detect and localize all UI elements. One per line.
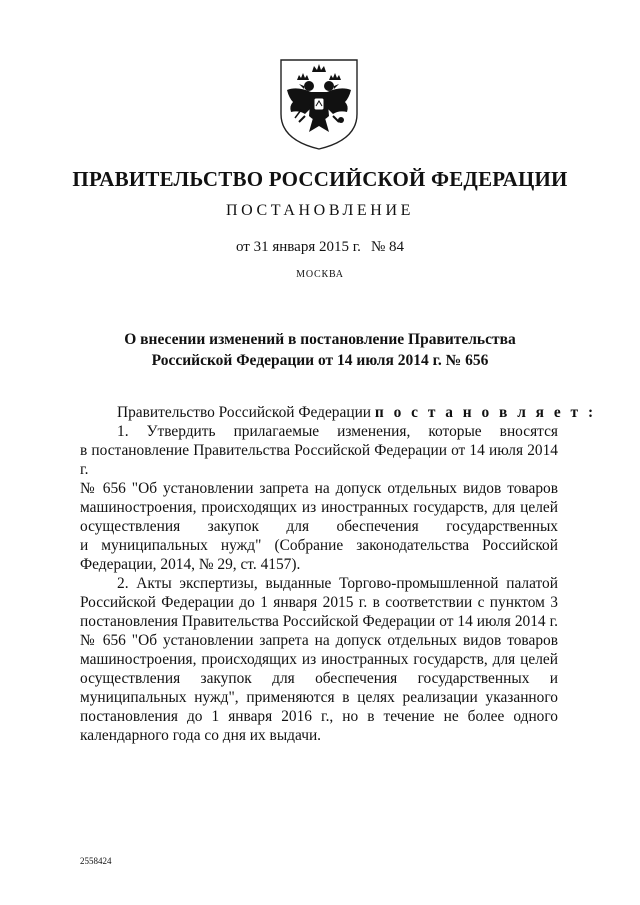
preamble-lead: Правительство Российской Федерации [117, 404, 375, 421]
paragraph-1-line: машиностроения, происходящих из иностранных государств, для целей [80, 499, 558, 516]
document-type: ПОСТАНОВЛЕНИЕ [226, 202, 414, 219]
paragraph-1-line: осуществления закупок для обеспечения государственных [80, 518, 558, 535]
subject-line: Российской Федерации от 14 июля 2014 г. № 656 [151, 352, 489, 369]
document-code: 2558424 [80, 856, 112, 866]
document-subject [80, 329, 560, 371]
paragraph-2-line: 2. Акты экспертизы, выданные Торгово-промышленной палатой [117, 575, 558, 592]
subject-line: О внесении изменений в постановление Правительства [124, 331, 516, 348]
paragraph-2-line: № 656 "Об установлении запрета на допуск отдельных видов товаров [80, 632, 558, 649]
paragraph-1-line: и муниципальных нужд" (Собрание законодательства Российской [80, 537, 558, 554]
government-title: ПРАВИТЕЛЬСТВО РОССИЙСКОЙ ФЕДЕРАЦИИ [72, 167, 568, 191]
paragraph-2-line: постановления до 1 января 2016 г., но в течение не более одного [80, 708, 558, 725]
document-date-line [0, 239, 640, 256]
paragraph-1-line: в постановление Правительства Российской Федерации от 14 июля 2014 г. [80, 442, 558, 478]
document-city: МОСКВА [296, 269, 344, 280]
document-date: от 31 января 2015 г. [236, 239, 361, 255]
document-number: № 84 [370, 239, 404, 255]
russian-coat-of-arms-icon [275, 56, 363, 152]
paragraph-1-line: 1. Утвердить прилагаемые изменения, которые вносятся [117, 423, 558, 440]
paragraph-2-line: Российской Федерации до 1 января 2015 г. в соответствии с пунктом 3 [80, 594, 558, 611]
preamble [80, 403, 597, 422]
paragraph-2-line: календарного года со дня их выдачи. [80, 727, 322, 744]
preamble-verb: п о с т а н о в л я е т : [374, 404, 597, 421]
paragraph-2-line: осуществления закупок для обеспечения государственных и [80, 670, 558, 687]
paragraph-2-line: постановления Правительства Российской Федерации от 14 июля 2014 г. [80, 613, 558, 630]
paragraph-2-line: машиностроения, происходящих из иностранных государств, для целей [80, 651, 558, 668]
paragraph-2-line: муниципальных нужд", применяются в целях реализации указанного [80, 689, 558, 706]
paragraph-1-line: № 656 "Об установлении запрета на допуск отдельных видов товаров [80, 480, 558, 497]
document-body [80, 403, 597, 745]
paragraph-1-line: Федерации, 2014, № 29, ст. 4157). [80, 556, 301, 573]
